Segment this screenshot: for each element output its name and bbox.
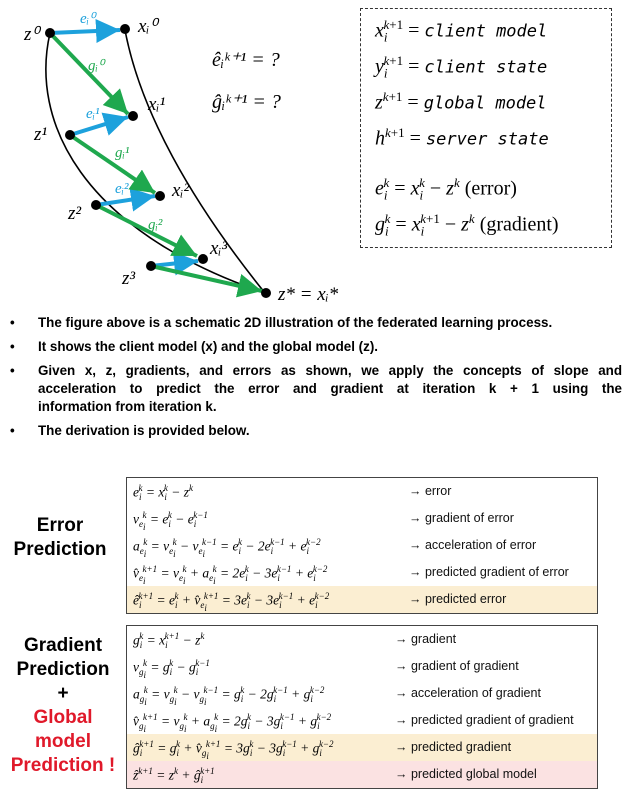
gradient-row-6: ẑ$^{k+1}$ = $z^k$ + $ĝ_i^{k+1}$ → predicted global model bbox=[127, 761, 597, 788]
gradient-arrow-1 bbox=[70, 135, 155, 193]
z0-point bbox=[45, 28, 55, 38]
error-arrow-3 bbox=[151, 261, 198, 266]
predicted-error-question: êᵢᵏ⁺¹ = ? bbox=[212, 49, 280, 71]
global-model-trajectory bbox=[46, 33, 265, 293]
optimum-label: z* = xᵢ* bbox=[278, 284, 339, 305]
z2-label: z² bbox=[68, 203, 82, 224]
gradient-label-0: gᵢ⁰ bbox=[88, 58, 104, 74]
bullet-4: • The derivation is provided below. bbox=[10, 423, 250, 438]
x1-label: xᵢ¹ bbox=[148, 94, 166, 115]
x0-point bbox=[120, 24, 130, 34]
gradient-arrow-2 bbox=[96, 205, 197, 256]
bullet-2: • It shows the client model (x) and the global model (z). bbox=[10, 339, 378, 354]
x3-point bbox=[198, 254, 208, 264]
z1-point bbox=[65, 130, 75, 140]
error-label-1: eᵢ¹ bbox=[86, 106, 100, 122]
z2-point bbox=[91, 200, 101, 210]
gradient-label-2: gᵢ² bbox=[148, 217, 163, 233]
z3-label: z³ bbox=[122, 268, 136, 289]
error-arrow-0 bbox=[50, 30, 120, 33]
bullet-3: • Given x, z, gradients, and errors as shown, we apply the concepts of slope and acceleration to predict the error and gradient at iteration k + 1 using the information from iteration k. bbox=[10, 363, 622, 414]
x3-label: xᵢ³ bbox=[210, 238, 228, 259]
x2-label: xᵢ² bbox=[172, 180, 190, 201]
error-row-1: $e_i^k = x_i^k - z^k$ → error bbox=[133, 483, 452, 503]
legend-error-definition: $e_i^k = x_i^k - z^k$ (error) bbox=[375, 175, 517, 203]
legend-client-state: $y_i^{k+1}$ = client state bbox=[375, 53, 548, 81]
error-label-0: eᵢ⁰ bbox=[80, 11, 96, 27]
error-row-4: $v̂_{e_i}^{k+1} = v_{e_i}^k + a_{e_i}^k = 2e_i^k - 3e_i^{k-1} + e_i^{k-2}$ → predicted gradient of error bbox=[133, 564, 569, 586]
z1-label: z¹ bbox=[34, 124, 48, 145]
x1-point bbox=[128, 111, 138, 121]
notation-legend bbox=[360, 8, 612, 248]
error-prediction-title: Error Prediction bbox=[13, 515, 107, 560]
explanation-bullets bbox=[10, 314, 622, 446]
x0-label: xᵢ⁰ bbox=[138, 16, 158, 37]
gradient-row-5: $ĝ_i^{k+1} = g_i^k$ + $v̂_{g_i}^{k+1} = 3g_i^k - 3g_i^{k-1} + g_i^{k-2}$ → predicted gradient bbox=[127, 734, 597, 761]
error-row-3: $a_{e_i}^k = v_{e_i}^k - v_{e_i}^{k-1} = e_i^k - 2e_i^{k-1} + e_i^{k-2}$ → acceleration of error bbox=[133, 537, 537, 559]
x2-point bbox=[155, 191, 165, 201]
error-derivation-box bbox=[126, 477, 598, 614]
legend-global-model: $z^{k+1}$ = global model bbox=[375, 89, 547, 114]
optimum-point bbox=[261, 288, 271, 298]
gradient-label-1: gᵢ¹ bbox=[115, 145, 130, 161]
z0-label: z⁰ bbox=[24, 24, 40, 45]
error-row-2: $v_{e_i}^k = e_i^k - e_i^{k-1}$ → gradient of error bbox=[133, 510, 514, 532]
legend-client-model: $x_i^{k+1}$ = client model bbox=[375, 17, 548, 45]
error-row-5: $ê_i^{k+1} = e_i^k$ + $v̂_{e_i}^{k+1} = 3e_i^k - 3e_i^{k-1} + e_i^{k-2}$ → predicted error bbox=[127, 586, 597, 613]
federated-learning-diagram bbox=[0, 0, 360, 305]
bullet-1: • The figure above is a schematic 2D illustration of the federated learning process. bbox=[10, 315, 553, 330]
gradient-row-4: $v̂_{g_i}^{k+1} = v_{g_i}^k + a_{g_i}^k = 2g_i^k - 3g_i^{k-1} + g_i^{k-2}$ → predicted gradient of gradient bbox=[133, 712, 574, 734]
gradient-row-3: $a_{g_i}^k = v_{g_i}^k - v_{g_i}^{k-1} = g_i^k - 2g_i^{k-1} + g_i^{k-2}$ → acceleration of gradient bbox=[133, 685, 541, 707]
z3-point bbox=[146, 261, 156, 271]
predicted-gradient-question: ĝᵢᵏ⁺¹ = ? bbox=[212, 91, 281, 113]
error-label-2: eᵢ² bbox=[115, 181, 129, 197]
gradient-derivation-box bbox=[126, 625, 598, 789]
legend-server-state: $h^{k+1}$ = server state bbox=[375, 125, 549, 150]
gradient-row-2: $v_{g_i}^k = g_i^k - g_i^{k-1}$ → gradient of gradient bbox=[133, 658, 519, 680]
gradient-prediction-title: Gradient Prediction + Global model Prediction ! bbox=[10, 635, 116, 776]
gradient-row-1: $g_i^k = x_i^{k+1} - z^k$ → gradient bbox=[133, 631, 457, 651]
legend-gradient-definition: $g_i^k = x_i^{k+1} - z^k$ (gradient) bbox=[375, 211, 559, 239]
